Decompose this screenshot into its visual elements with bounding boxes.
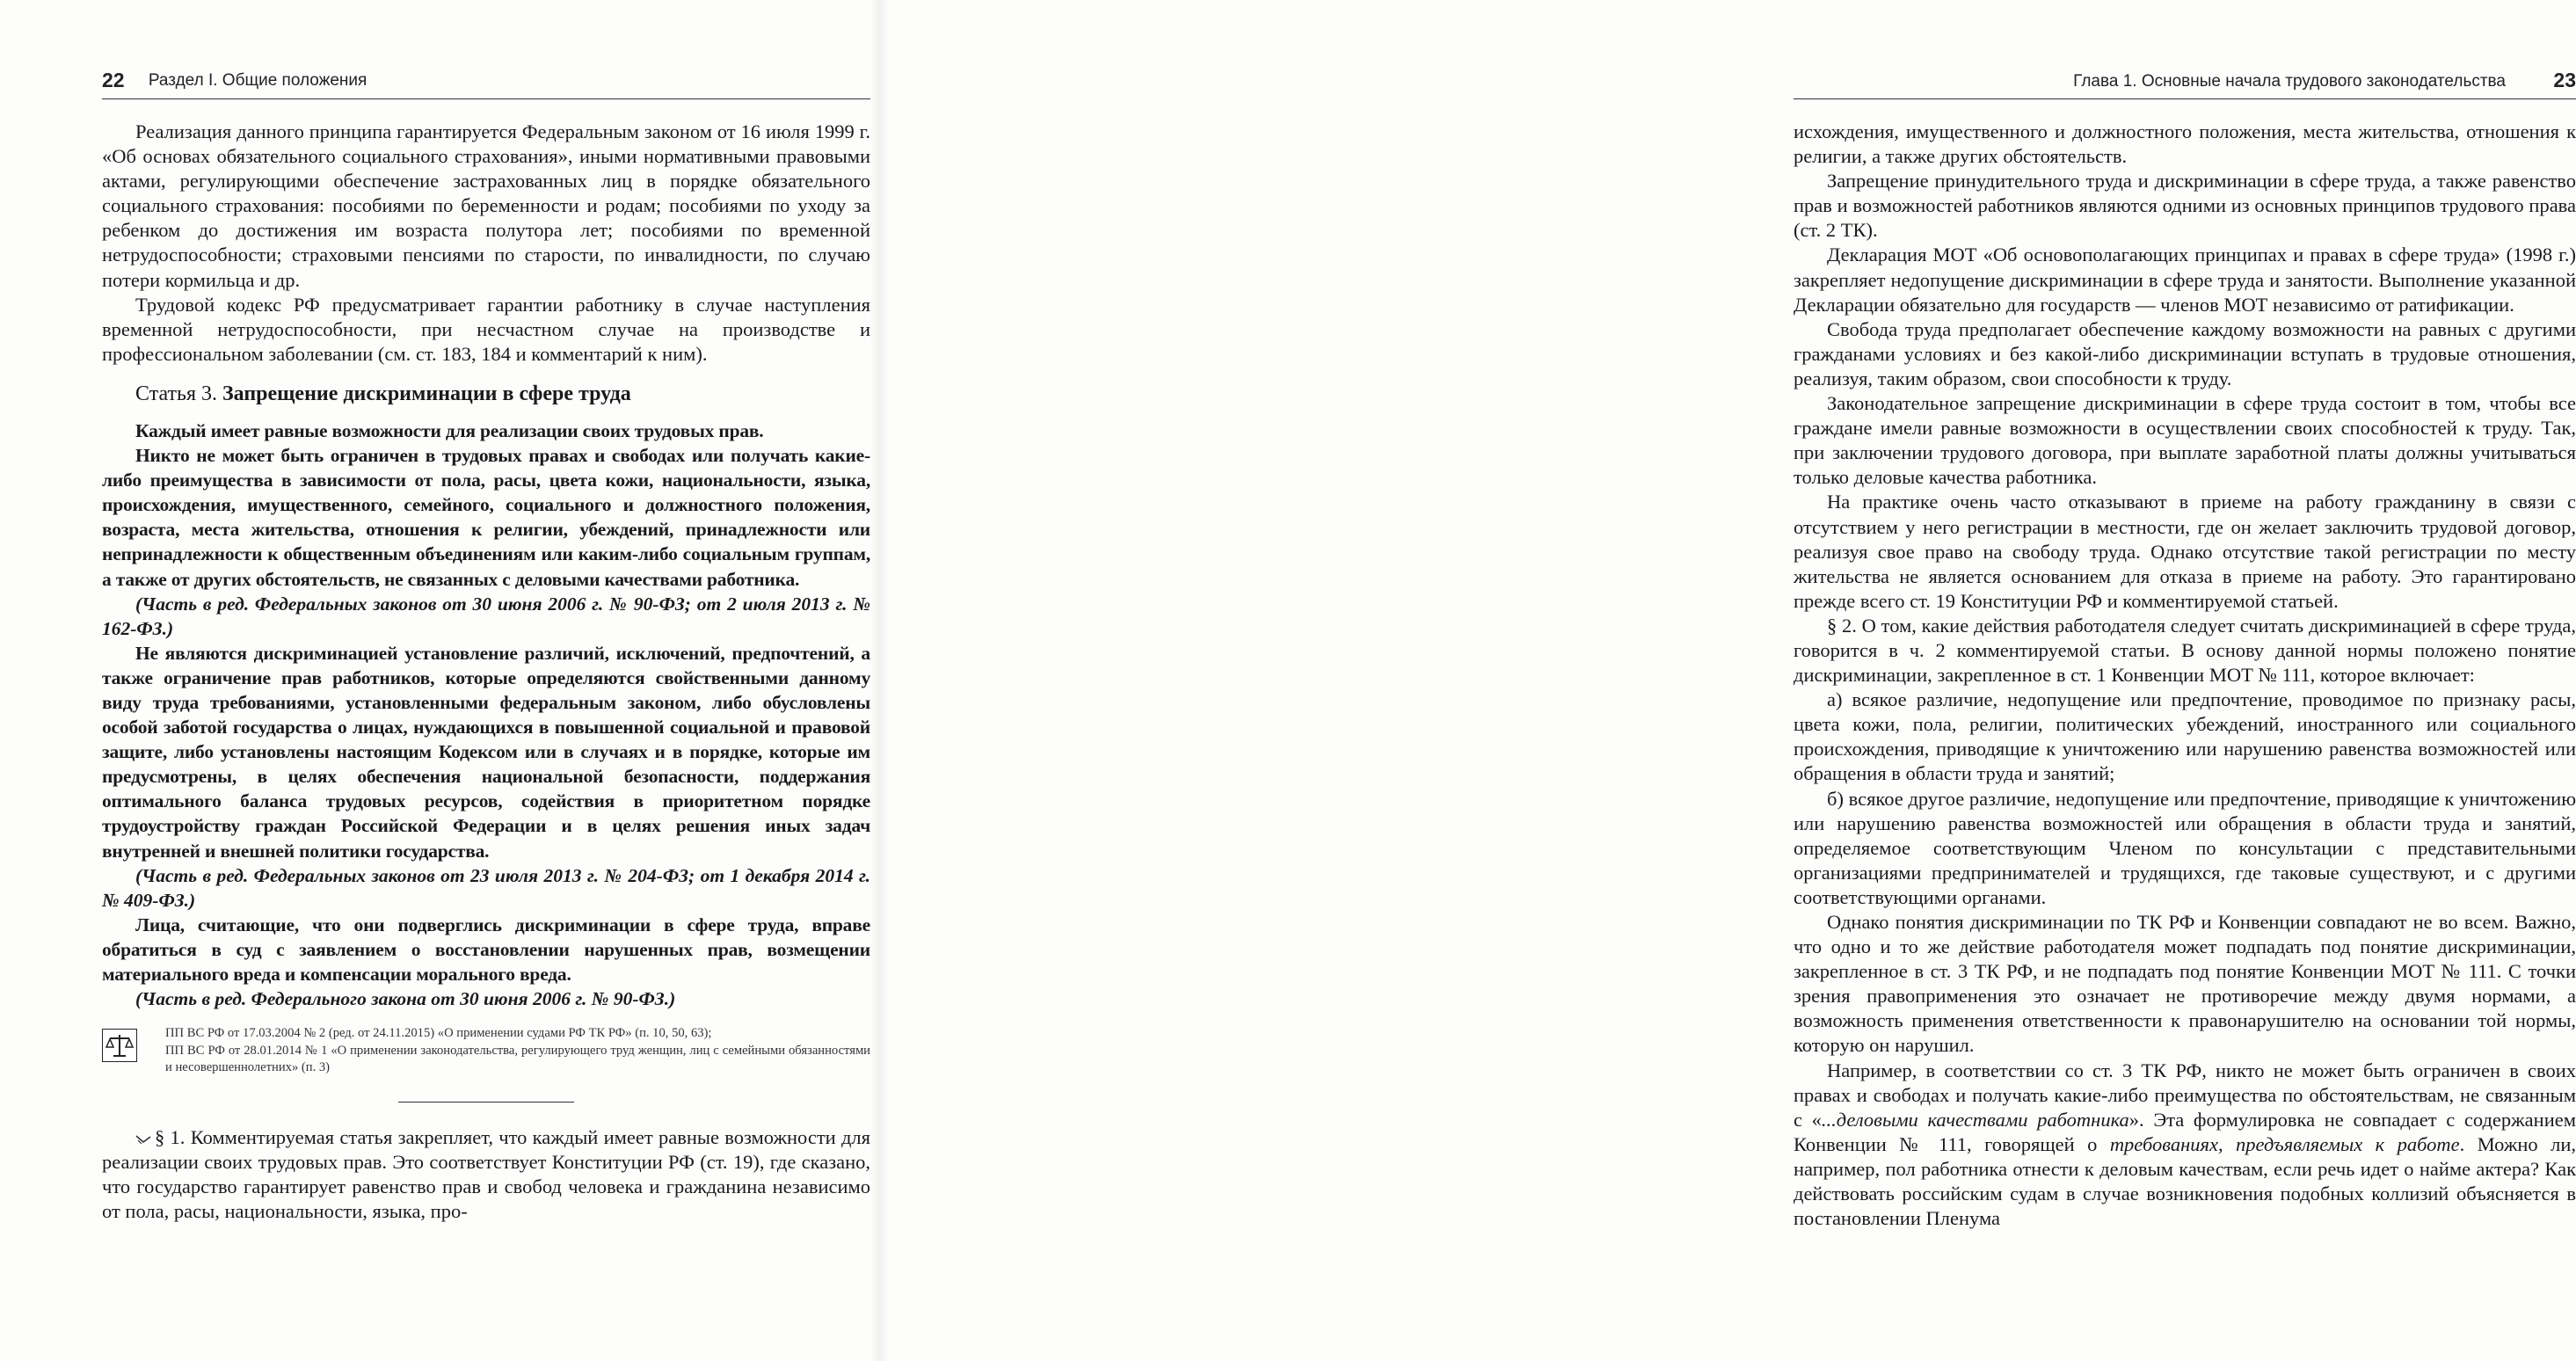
article-part-3: Не являются дискриминацией установление различий, исключений, предпочтений, а также ограничение прав работников, которые определяются свойственными данному виду труда требованиями, установленными федеральным законом, либо обусловлены особой заботой государства о лицах, нуждающихся в повышенной социальной и правовой защите, либо установлены настоящим Кодексом или в случаях и в порядке, которые им предусмотрены, в целях обеспечения национальной безопасности, поддержания оптимального баланса трудовых ресурсов, содействия в приоритетном порядке трудоустройству граждан Российской Федерации и в целях решения иных задач внутренней и внешней политики государства. [102,642,870,862]
article-title: Запрещение дискриминации в сфере труда [222,382,631,405]
article-label: Статья 3. [135,382,217,405]
right-page-header [1794,69,2576,99]
right-paragraph-2: Запрещение принудительного труда и дискриминации в сфере труда, а также равенство прав и возможностей работников являются одними из основных принципов трудового права (ст. 2 ТК). [1794,170,2576,242]
right-paragraph-1: исхождения, имущественного и должностного положения, места жительства, отношения к религии, а также других обстоятельств. [1794,120,2576,168]
commentary-paragraph-text: Комментируемая статья закрепляет, что каждый имеет равные возможности для реализации своих трудовых прав. Это соответствует Конституции РФ (ст. 19), где сказано, что государство гарантирует равенство прав и свобод человека и гражданина независимо от пола, расы, национальности, языка, про- [102,1125,871,1222]
left-page-header [102,69,870,99]
article-part-1: Каждый имеет равные возможности для реализации своих трудовых прав. [135,419,764,441]
article-part-4: Лица, считающие, что они подверглись дискриминации в сфере труда, вправе обратиться в суд с заявлением о восстановлении нарушенных прав, возмещении материального вреда и компенсации морального вреда. [102,913,870,985]
reference-note-line-2: ПП ВС РФ от 28.01.2014 № 1 «О применении законодательства, регулирующего труд женщин, лиц с семейными обязанностями и несовершеннолетних» (п. 3) [165,1043,870,1075]
article-edit-note-1: (Часть в ред. Федеральных законов от 30 июня 2006 г. № 90-ФЗ; от 2 июля 2013 г. № 162-ФЗ.) [102,593,870,639]
reference-note-line-1: ПП ВС РФ от 17.03.2004 № 2 (ред. от 24.11.2015) «О применении судами РФ ТК РФ» (п. 10, 50, 63); [165,1026,712,1041]
right-page-number: 23 [2553,69,2576,91]
intro-paragraph-2: Трудовой кодекс РФ предусматривает гарантии работнику в случае наступления временной нетрудоспособности, при несчастном случае на производстве и профессиональном заболевании (см. ст. 183, 184 и комментарий к ним). [102,293,870,365]
right-paragraph-4: Свобода труда предполагает обеспечение каждому возможности на равных с другими гражданами условиях и без какой-либо дискриминации вступать в трудовые отношения, реализуя, таким образом, свои способности к труду. [1794,317,2576,389]
commentary-marker-icon [135,1125,155,1150]
article-part-2: Никто не может быть ограничен в трудовых правах и свободах или получать какие-либо преимущества в зависимости от пола, расы, цвета кожи, национальности, языка, происхождения, имущественного, семейного, социального и должностного положения, возраста, места жительства, отношения к религии, убеждений, принадлежности или непринадлежности к общественным объединениям или каким-либо социальным группам, а также от других обстоятельств, не связанных с деловыми качествами работника. [102,445,870,590]
right-paragraph-6: На практике очень часто отказывают в приеме на работу гражданину в связи с отсутствием у него регистрации в местности, где он желает заключить трудовой договор, реализуя свое право на свободу труда. Однако отсутствие такой регистрации по месту жительства не является основанием для отказа в приеме на работу. Это гарантировано прежде всего ст. 19 Конституции РФ и комментируемой статьей. [1794,491,2576,612]
right-paragraph-3: Декларация МОТ «Об основополагающих принципах и правах в сфере труда» (1998 г.) закрепляет недопущение дискриминации в сфере труда и занятости. Выполнение указанной Декларации обязательно для государств — членов МОТ независимо от ратификации. [1794,244,2576,316]
left-page [0,0,879,1361]
right-paragraph-11-part-1: Например, в соответствии со ст. 3 ТК РФ, никто не может быть ограничен в своих правах и свободах и получать какие-либо преимущества по обстоятельствам, не связанным с « [1794,1059,2576,1131]
commentary-paragraph-1 [102,1125,870,1224]
left-page-body [102,120,870,1224]
right-paragraph-11 [1794,1059,2576,1232]
intro-paragraph-1: Реализация данного принципа гарантируется Федеральным законом от 16 июля 1999 г. «Об основах обязательного социального страхования», иными нормативными правовыми актами, регулирующими обеспечение застрахованных лиц в порядке обязательного социального страхования: пособиями по беременности и родам; пособиями по уходу за ребенком до достижения им возраста полутора лет; пособиями по временной нетрудоспособности; страховыми пенсиями по старости, по инвалидности, по случаю потери кормильца и др. [102,120,870,291]
right-paragraph-8: а) всякое различие, недопущение или предпочтение, проводимое по признаку расы, цвета кожи, пола, религии, политических убеждений, иностранного или социального происхождения, приводящие к уничтожению или нарушению равенства возможностей или обращения в области труда и занятий; [1794,688,2576,785]
right-paragraph-9: б) всякое другое различие, недопущение или предпочтение, приводящие к уничтожению или нарушению равенства возможностей или обращения в области труда и занятий, определяемое соответствующим Членом по консультации с представительными организациями предпринимателей и трудящихся, где таковые существуют, и с другими соответствующими органами. [1794,787,2576,908]
section-separator [398,1102,574,1103]
article-edit-note-2: (Часть в ред. Федеральных законов от 23 июля 2013 г. № 204-ФЗ; от 1 декабря 2014 г. № 409-ФЗ.) [102,864,870,911]
article-heading [102,382,870,406]
right-paragraph-5: Законодательное запрещение дискриминации в сфере труда состоит в том, чтобы все граждане имели равные возможности в осуществлении своих способностей к труду. Так, при заключении трудового договора, при выплате заработной платы должны учитываться только деловые качества работника. [1794,392,2576,489]
scales-of-justice-icon [102,1029,137,1062]
right-paragraph-11-part-3: . Можно ли, например, пол работника отнести к деловым качествам, если речь идет о найме актера? Как действовать российским судам в случае возникновения подобных коллизий объясняется в постановлении Пленума [1794,1132,2576,1230]
right-paragraph-11-part-2: ». Эта формулировка не совпадает с содержанием Конвенции № 111, говорящей о [1794,1108,2576,1155]
left-running-head: Раздел I. Общие положения [148,71,367,90]
right-page [879,0,2576,1361]
right-paragraph-11-italic-1: ...деловыми качествами работника [1821,1108,2129,1131]
article-edit-note-3: (Часть в ред. Федерального закона от 30 июня 2006 г. № 90-ФЗ.) [135,988,676,1010]
left-page-number: 22 [102,69,125,91]
reference-note [102,1025,870,1077]
right-paragraph-7: § 2. О том, какие действия работодателя следует считать дискриминацией в сфере труда, говорится в ч. 2 комментируемой статьи. В основу данной нормы положено понятие дискриминации, закрепленное в ст. 1 Конвенции МОТ № 111, которое включает: [1794,614,2576,687]
right-paragraph-10: Однако понятия дискриминации по ТК РФ и Конвенции совпадают не во всем. Важно, что одно и то же действие работодателя может подпадать под понятие дискриминации, закрепленное в ст. 3 ТК РФ, и не подпадать под понятие Конвенции МОТ № 111. С точки зрения правоприменения это означает не противоречие между двумя нормами, а возможность применения ответственности к правонарушителю на основании той нормы, которую он нарушил. [1794,911,2576,1057]
commentary-paragraph-label: § 1. [155,1125,186,1148]
right-paragraph-11-italic-2: требованиях, предъявляемых к работе [2109,1132,2460,1155]
right-running-head: Глава 1. Основные начала трудового законодательства [2073,72,2506,91]
right-page-body [1794,120,2576,1231]
